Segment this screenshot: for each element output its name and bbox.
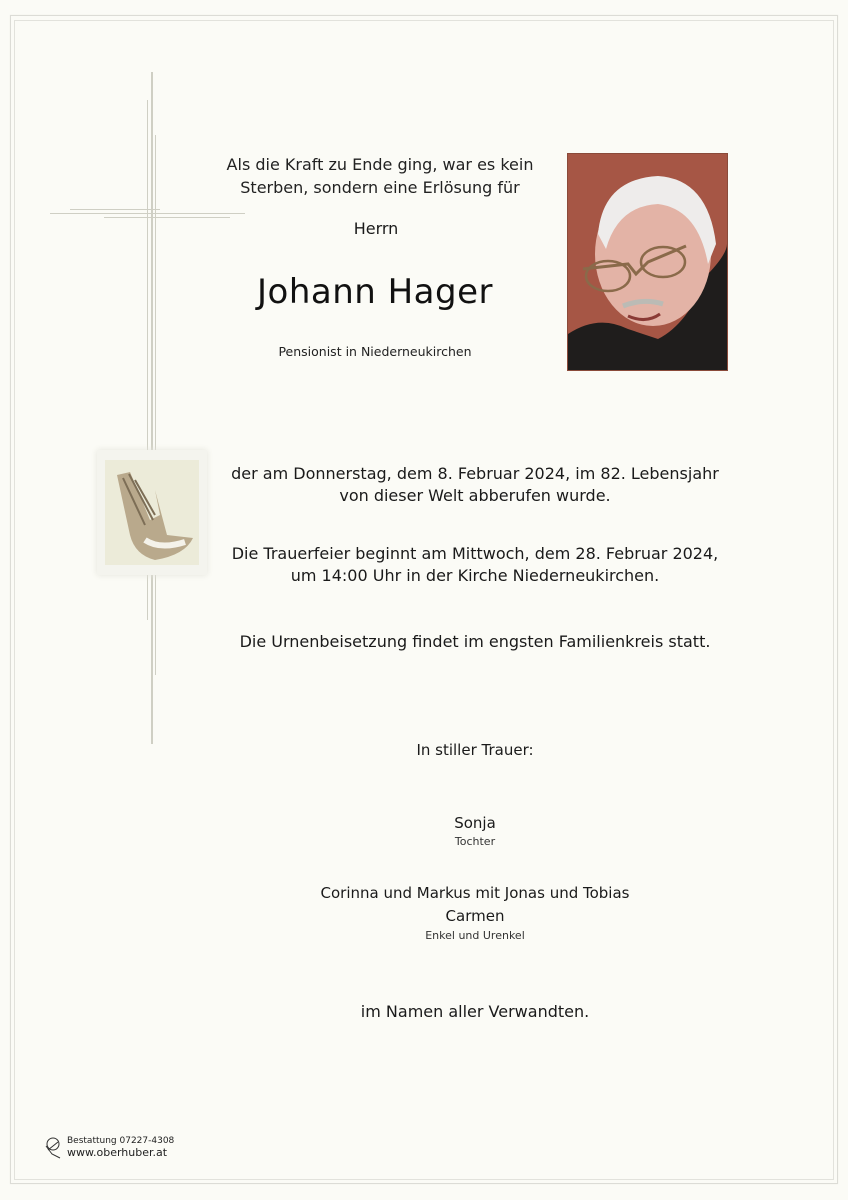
funeral-home-logo-icon	[42, 1136, 64, 1160]
burial-note: Die Urnenbeisetzung findet im engsten Familienkreis statt.	[239, 632, 711, 651]
death-announcement: der am Donnerstag, dem 8. Februar 2024, im 82. Lebensjahr von dieser Welt abberufen wurde.	[231, 464, 719, 505]
funeral-details: Die Trauerfeier beginnt am Mittwoch, dem 28. Februar 2024, um 14:00 Uhr in der Kirche Niederneukirchen.	[231, 544, 719, 585]
praying-hands-image	[97, 450, 207, 575]
mourner-relation: Enkel und Urenkel	[425, 929, 525, 942]
occupation: Pensionist in Niederneukirchen	[278, 344, 472, 359]
closing-line: im Namen aller Verwandten.	[360, 1002, 590, 1021]
website-link[interactable]: www.oberhuber.at	[67, 1146, 168, 1159]
mourner-relation: Tochter	[454, 835, 496, 848]
mourning-heading: In stiller Trauer:	[416, 741, 534, 759]
mourner-name: Sonja	[454, 814, 496, 832]
intro-verse: Als die Kraft zu Ende ging, war es kein Sterben, sondern eine Erlösung für	[226, 155, 534, 197]
salutation: Herrn	[353, 219, 399, 238]
mourner-name: Corinna und Markus mit Jonas und Tobias	[320, 884, 630, 902]
deceased-name: Johann Hager	[257, 272, 493, 312]
mourner-name: Carmen	[445, 907, 505, 925]
funeral-home-info: Bestattung 07227-4308 www.oberhuber.at	[67, 1136, 175, 1159]
portrait-photo	[567, 153, 728, 371]
